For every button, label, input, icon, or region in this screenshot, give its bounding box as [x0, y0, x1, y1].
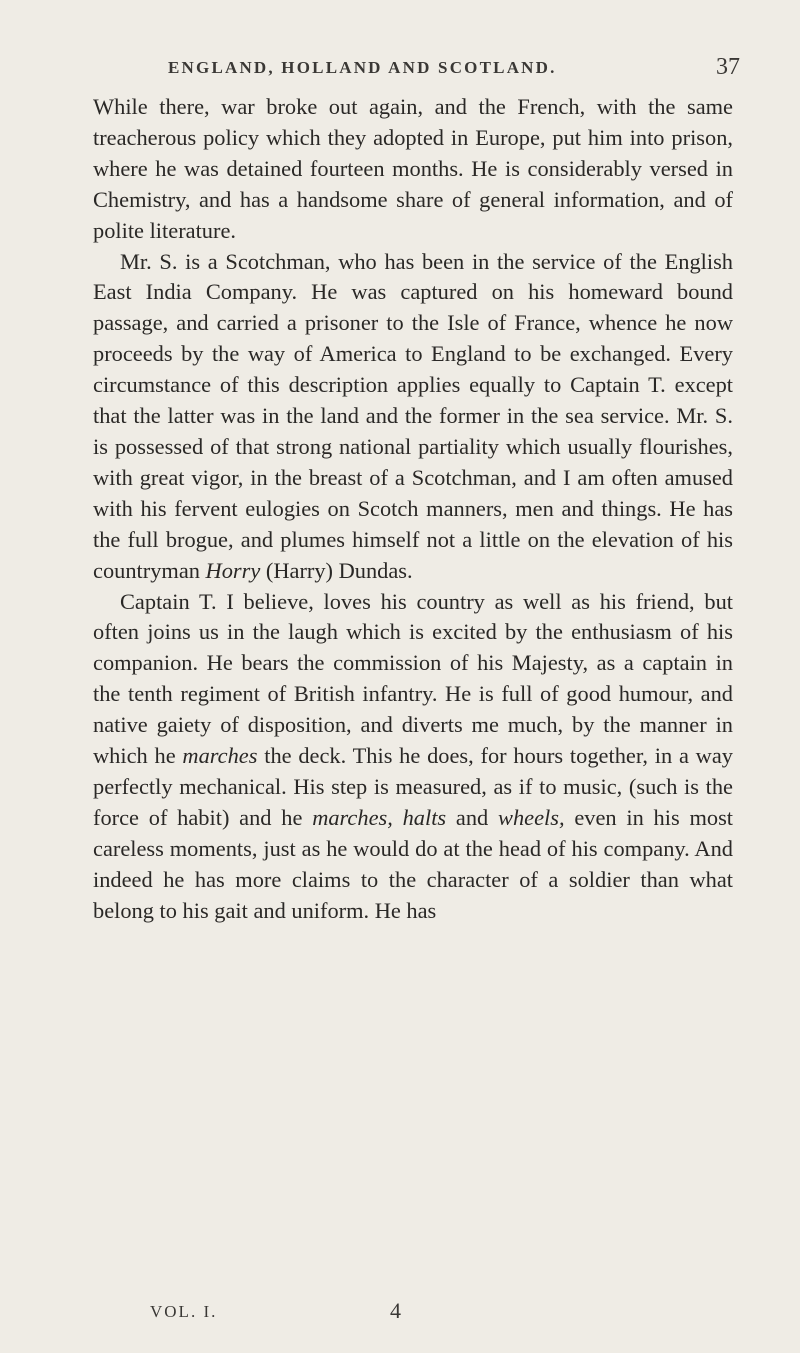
- text-run: (Harry) Dundas.: [260, 557, 413, 583]
- text-run: even in his most careless moments, just as he would do at the head of his company. And indeed he has more claims to the character of a soldier than what belong to his gait and uniform. He has: [93, 804, 734, 923]
- volume-label: VOL. I.: [150, 1302, 218, 1321]
- text-run: While there, war broke out again, and the French, with the same treacherous policy which they adopted in Europe, put him into prison, where he was detained fourteen months. He is considerably versed in Chemistry, and has a handsome share of general information, and of polite literature.: [93, 94, 733, 243]
- page-number: 37: [716, 54, 740, 80]
- paragraph: [93, 247, 733, 587]
- paragraph: [93, 92, 733, 247]
- text-run: the deck. This he does, for hours together, in a way perfectly mechanical. His step is measured, as if to music, (such is the force of habit) and he: [93, 743, 733, 830]
- italic-text: marches, halts: [312, 804, 447, 830]
- signature-mark: 4: [390, 1298, 401, 1323]
- text-run: Captain T. I believe, loves his country as well as his friend, but often joins us in the laugh which is excited by the enthusiasm of his companion. He bears the commission of his Majesty, as a captain in the tenth regiment of British infantry. He is full of good humour, and native gaiety of disposition, and diverts me much, by the manner in which he: [93, 588, 733, 769]
- running-head: ENGLAND, HOLLAND AND SCOTLAND.: [168, 58, 557, 77]
- page-header: [150, 54, 740, 88]
- page-footer: [150, 1298, 570, 1330]
- italic-text: marches: [182, 743, 258, 769]
- text-run: and: [446, 804, 499, 830]
- italic-text: wheels,: [498, 804, 565, 830]
- paragraph: [93, 587, 733, 927]
- text-run: Mr. S. is a Scotchman, who has been in the service of the English East India Company. He was captured on his homeward bound passage, and carried a prisoner to the Isle of France, whence he now proceeds by the way of America to England to be exchanged. Every circumstance of this description applies equally to Captain T. except that the latter was in the land and the former in the sea service. Mr. S. is possessed of that strong national partiality which usually flourishes, with great vigor, in the breast of a Scotchman, and I am often amused with his fervent eulogies on Scotch manners, men and things. He has the full brogue, and plumes himself not a little on the elevation of his countryman: [93, 248, 733, 583]
- italic-text: Horry: [205, 557, 261, 583]
- body-text: [93, 92, 733, 926]
